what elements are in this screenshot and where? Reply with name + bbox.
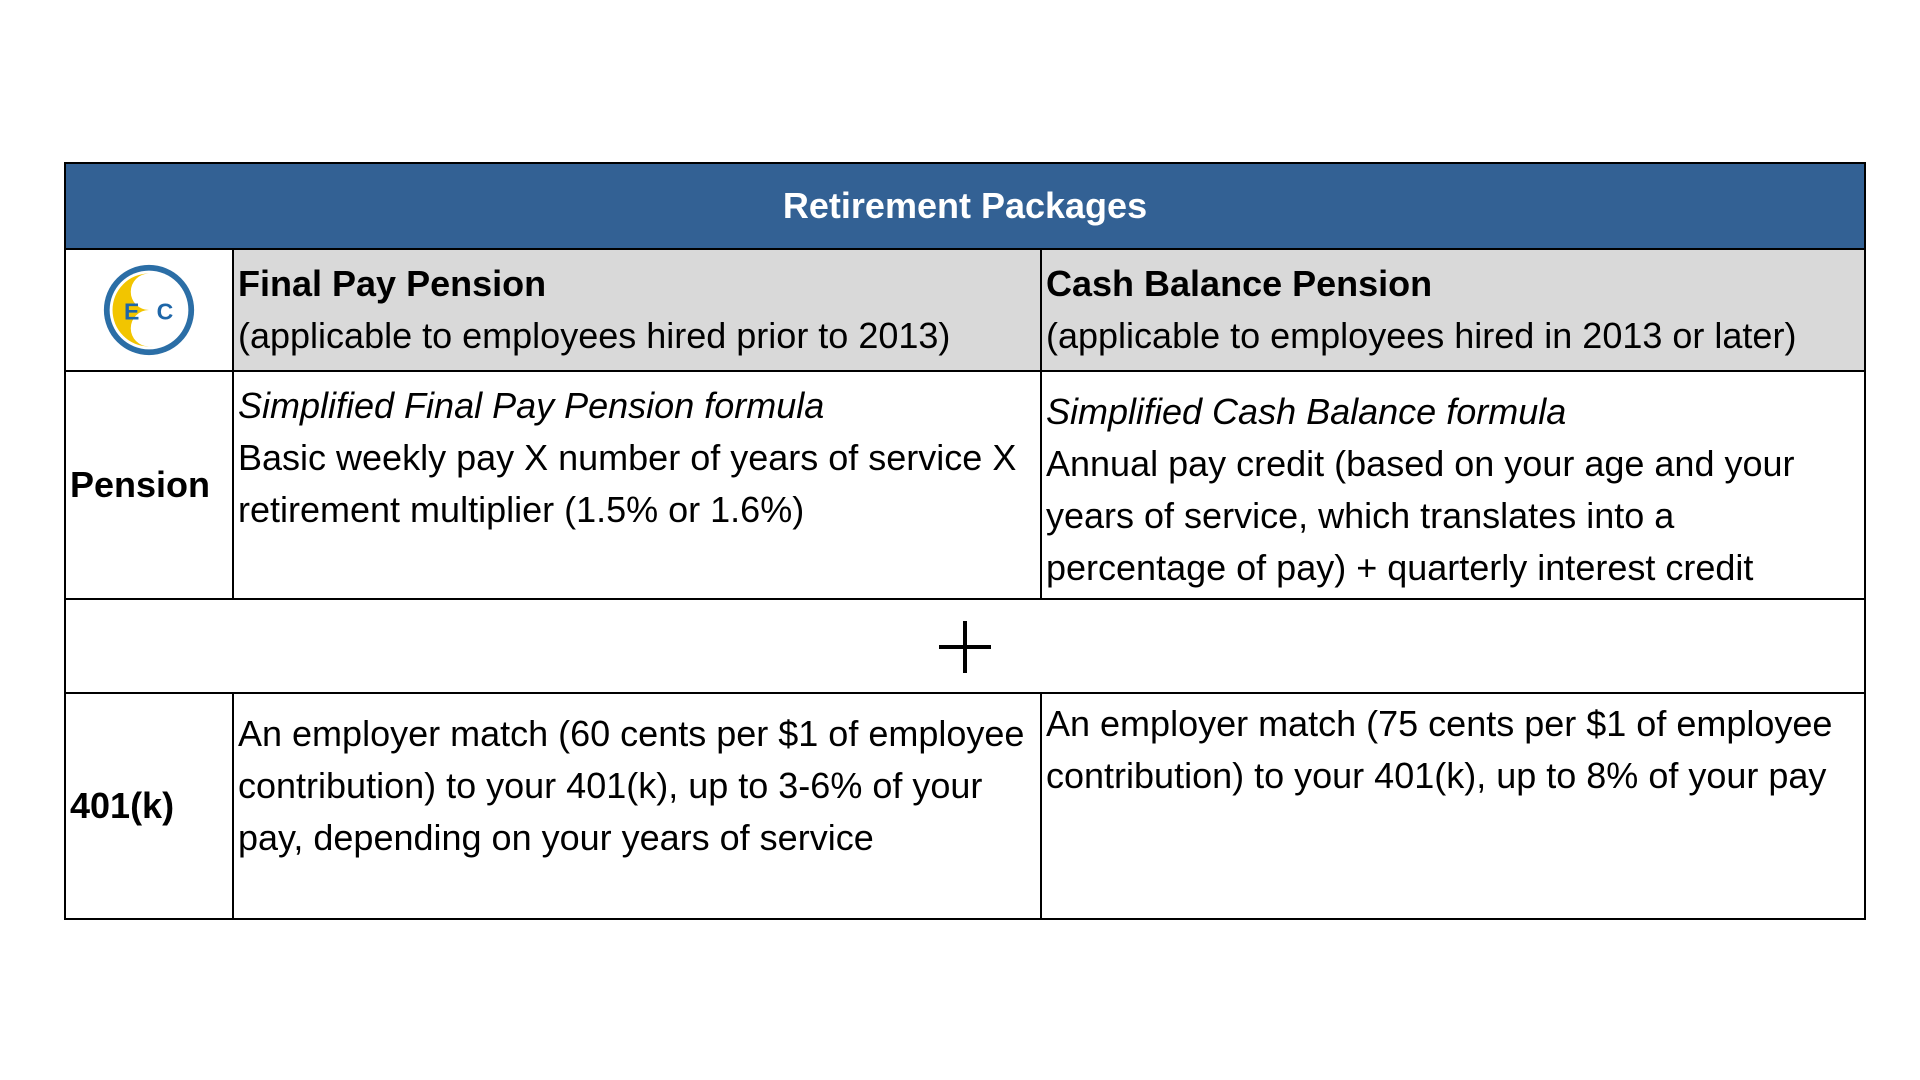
table-title-row — [65, 163, 1865, 249]
401k-final-cell — [233, 693, 1041, 919]
column-header-row — [65, 249, 1865, 371]
cash-balance-header — [1041, 249, 1865, 371]
pension-final-cell — [233, 371, 1041, 599]
401k-row — [65, 693, 1865, 919]
pension-cash-cell — [1041, 371, 1865, 599]
retirement-packages-table — [64, 162, 1866, 920]
401k-cash-cell — [1041, 693, 1865, 919]
cash-balance-formula-text: Annual pay credit (based on your age and your years of service, which translates into a percentage of pay) + quarterly interest credit — [1046, 443, 1795, 588]
plus-icon — [939, 621, 991, 673]
cash-balance-subtitle: (applicable to employees hired in 2013 or later) — [1046, 315, 1797, 356]
final-pay-subtitle: (applicable to employees hired prior to 2013) — [238, 315, 951, 356]
table-title: Retirement Packages — [65, 163, 1865, 249]
final-pay-header — [233, 249, 1041, 371]
logo-letter-c: C — [156, 298, 174, 325]
logo-cell — [65, 249, 233, 371]
cash-balance-formula-title: Simplified Cash Balance formula — [1046, 391, 1567, 432]
final-pay-title: Final Pay Pension — [238, 263, 547, 304]
401k-final-text: An employer match (60 cents per $1 of employee contribution) to your 401(k), up to 3-6% of your pay, depending on your years of service — [238, 713, 1025, 858]
plus-cell — [65, 599, 1865, 693]
final-pay-formula-title: Simplified Final Pay Pension formula — [238, 385, 825, 426]
pension-row — [65, 371, 1865, 599]
logo-letter-e: E — [124, 298, 140, 325]
401k-row-label: 401(k) — [65, 693, 233, 919]
esc-logo-icon — [101, 262, 197, 358]
401k-cash-text: An employer match (75 cents per $1 of employee contribution) to your 401(k), up to 8% of your pay — [1046, 703, 1833, 796]
final-pay-formula-text: Basic weekly pay X number of years of service X retirement multiplier (1.5% or 1.6%) — [238, 437, 1017, 530]
pension-row-label: Pension — [65, 371, 233, 599]
cash-balance-title: Cash Balance Pension — [1046, 263, 1433, 304]
plus-row — [65, 599, 1865, 693]
